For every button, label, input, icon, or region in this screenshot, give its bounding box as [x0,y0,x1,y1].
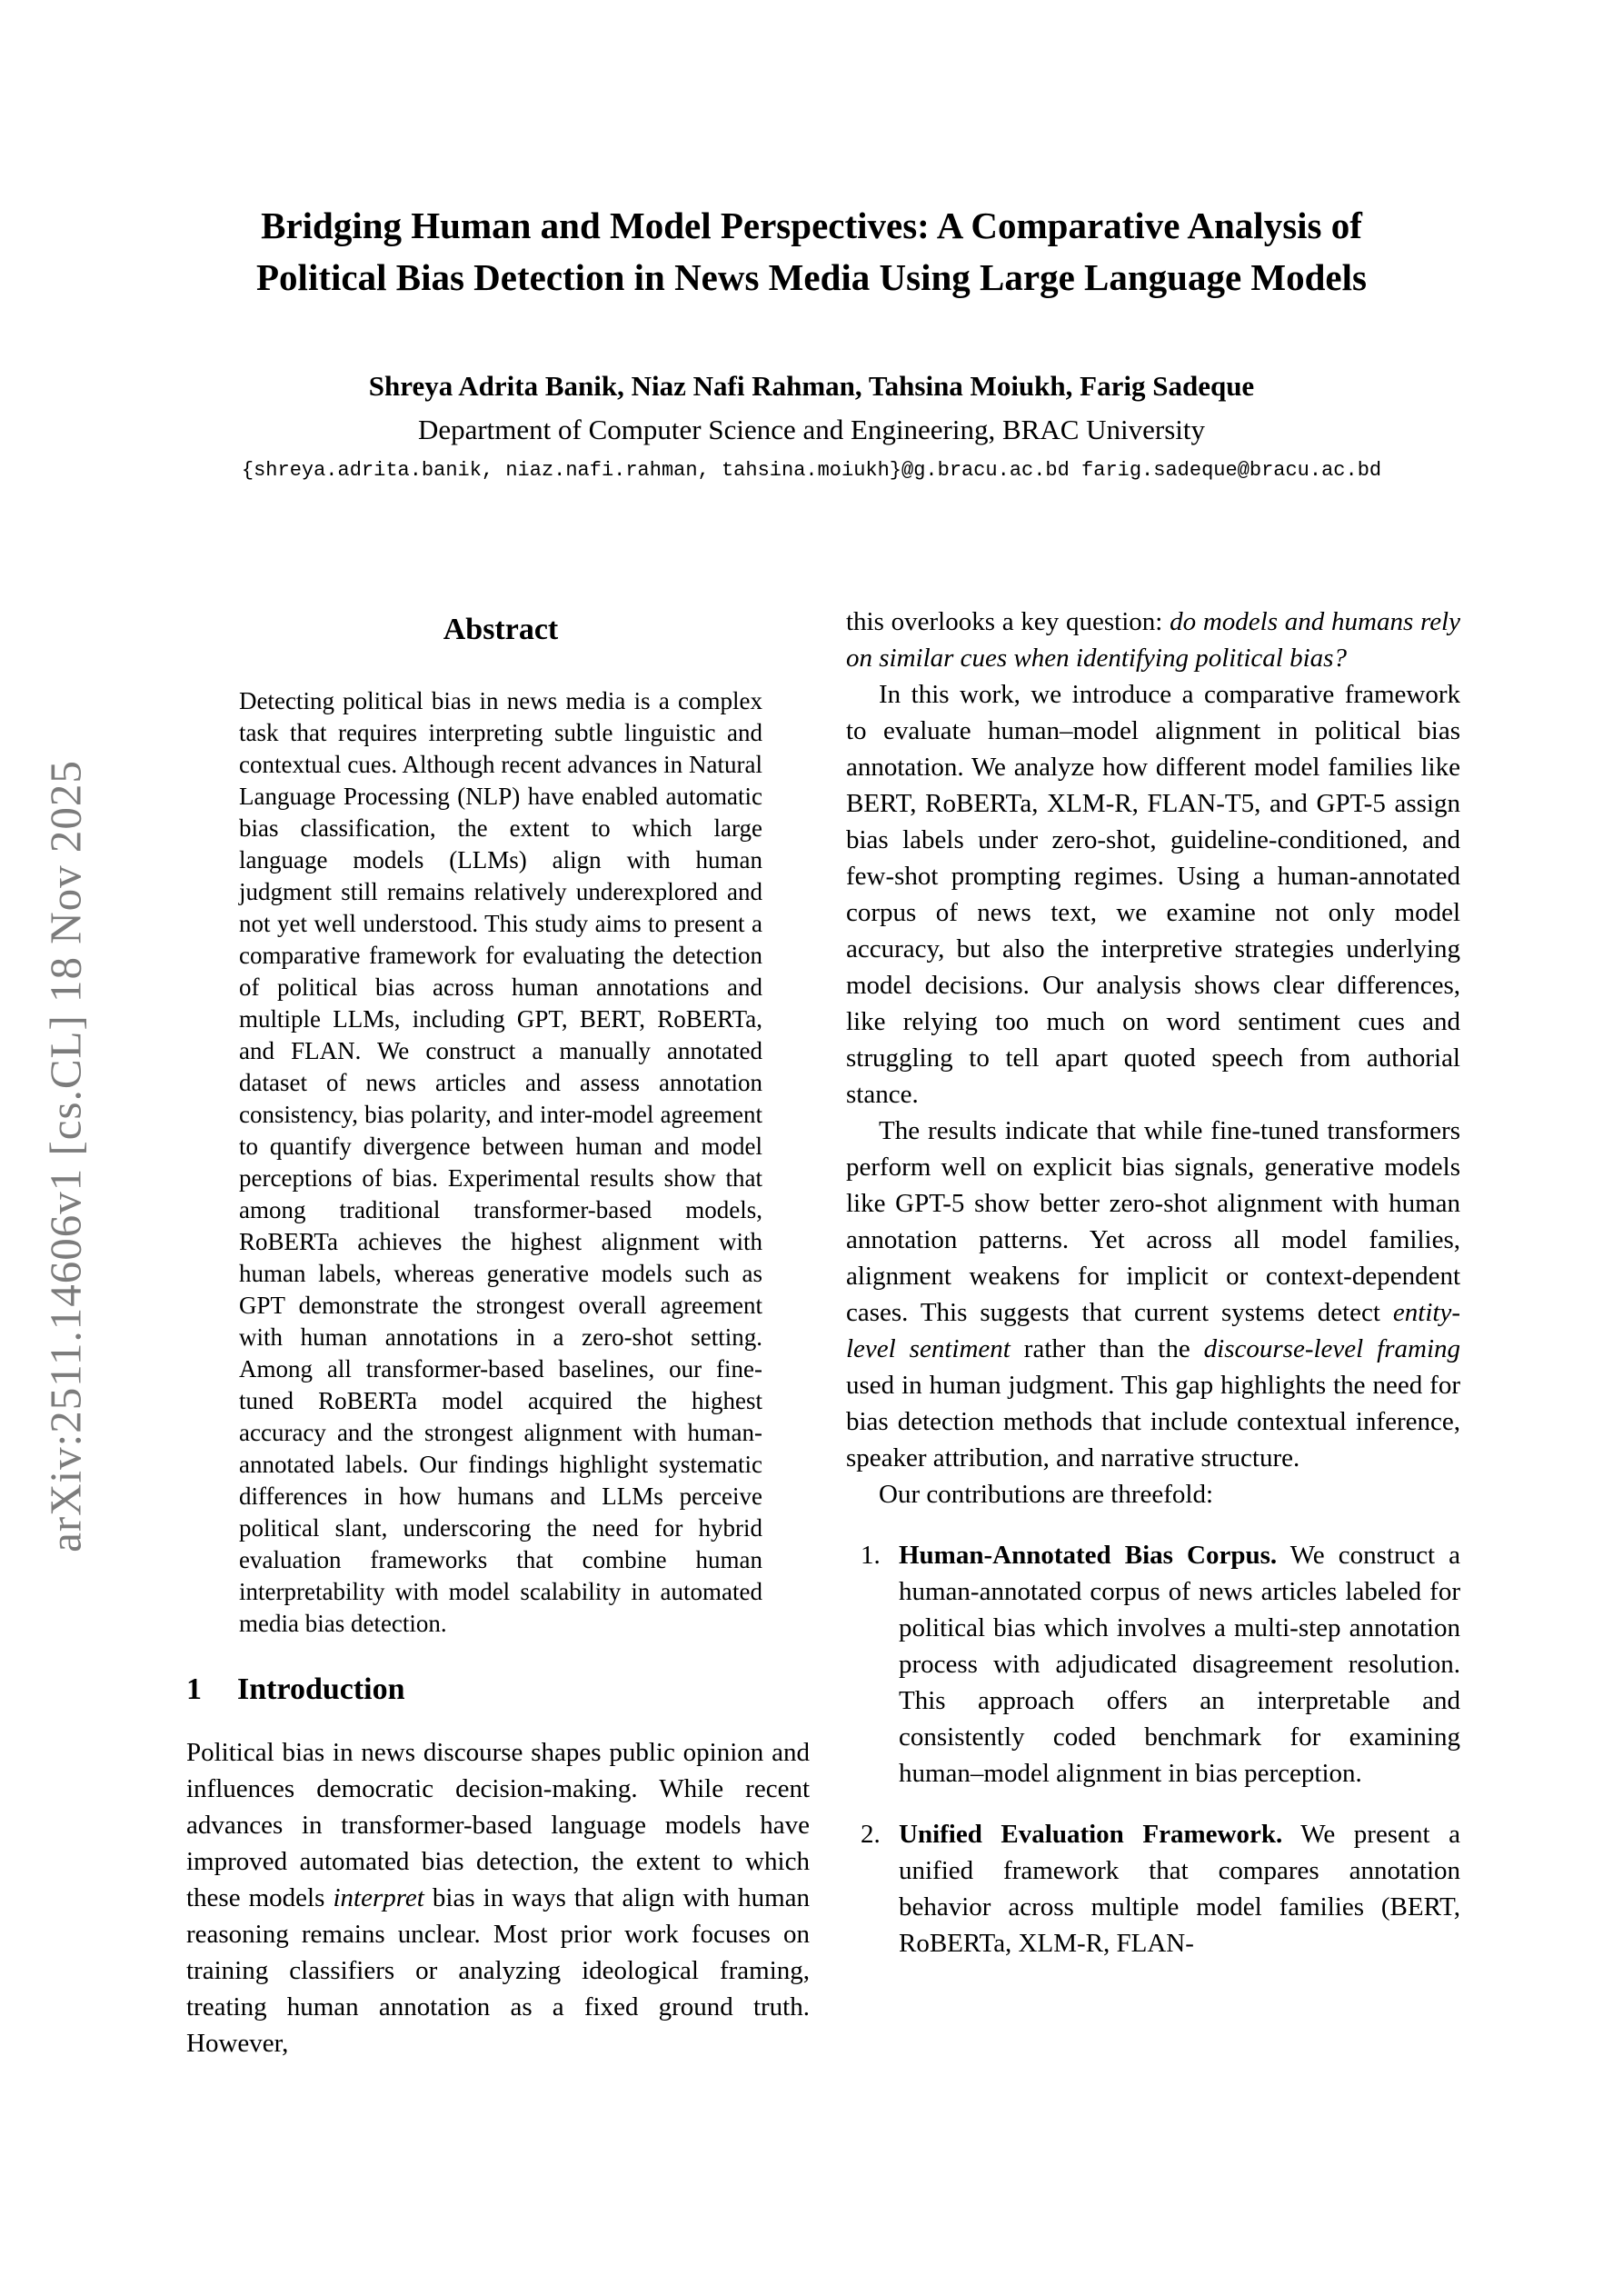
paragraph-results-text: The results indicate that while fine-tuned transformers perform well on explicit bias signals, generative models like GPT-5 show better zero-shot alignment with human annotation patterns. Yet across all model families, alignment weakens for implicit or context-dependent cases. This suggests that current systems detect [846,1116,1460,1327]
contribution-title-1: Human-Annotated Bias Corpus. [899,1541,1278,1570]
contribution-title-2: Unified Evaluation Framework. [899,1820,1283,1849]
paragraph-key-question [846,604,1460,676]
paragraph-key-question-text: this overlooks a key question: [846,607,1170,636]
italic-interpret: interpret [333,1883,424,1912]
contribution-item-1 [846,1537,1460,1792]
abstract-section [186,613,810,1640]
italic-research-question: do models and humans rely on similar cues when identifying political bias? [846,607,1460,673]
affiliation-line: Department of Computer Science and Engineering, BRAC University [417,414,1206,445]
paper-title [0,200,1623,304]
contribution-text-1: We construct a human-annotated corpus of news articles labeled for political bias which involves a multi-step annotation process with adjudicated disagreement resolution. This approach offers an interpretable and consistently coded benchmark for examining human–model alignment in bias perception. [899,1541,1461,1788]
intro-paragraph [186,1734,810,2061]
title-line-2: Political Bias Detection in News Media Using Large Language Models [256,256,1367,298]
abstract-text: Detecting political bias in news media is a complex task that requires interpreting subtle linguistic and contextual cues. Although recent advances in Natural Language Processing (NLP) have enabled automatic bias classification, the extent to which large language models (LLMs) align with human judgment still remains relatively underexplored and not yet well understood. This study aims to present a comparative framework for evaluating the detection of political bias across human annotations and multiple LLMs, including GPT, BERT, RoBERTa, and FLAN. We construct a manually annotated dataset of news articles and assess annotation consistency, bias polarity, and inter-model agreement to quantify divergence between human and model perceptions of bias. Experimental results show that among traditional transformer-based models, RoBERTa achieves the highest alignment with human labels, whereas generative models such as GPT demonstrate the strongest overall agreement with human annotations in a zero-shot setting. Among all transformer-based baselines, our fine-tuned RoBERTa model acquired the highest accuracy and the strongest alignment with human-annotated labels. Our findings highlight systematic differences in how humans and LLMs perceive political slant, underscoring the need for hybrid evaluation frameworks that combine human interpretability with model scalability in automated media bias detection. [239,687,762,1637]
abstract-heading: Abstract [443,613,559,646]
arxiv-watermark: arXiv:2511.14606v1 [cs.CL] 18 Nov 2025 [40,760,91,1552]
authors-line: Shreya Adrita Banik, Niaz Nafi Rahman, Tahsina Moiukh, Farig Sadeque [368,370,1255,402]
emails-line: {shreya.adrita.banik, niaz.nafi.rahman, tahsina.moiukh}@g.bracu.ac.bd farig.sadeque@bracu.ac.bd [241,459,1382,482]
title-line-1: Bridging Human and Model Perspectives: A Comparative Analysis of [261,205,1362,246]
paragraph-framework: In this work, we introduce a comparative framework to evaluate human–model alignment in political bias annotation. We analyze how different model families like BERT, RoBERTa, XLM-R, FLAN-T5, and GPT-5 assign bias labels under zero-shot, guideline-conditioned, and few-shot prompting regimes. Using a human-annotated corpus of news text, we examine not only model accuracy, but also the interpretive strategies underlying model decisions. Our analysis shows clear differences, like relying too much on word sentiment cues and struggling to tell apart quoted speech from authorial stance. [846,680,1460,1109]
contribution-item-2 [846,1816,1460,1962]
list-number-1: 1. [861,1541,881,1570]
paragraph-results-text-end: used in human judgment. This gap highlights the need for bias detection methods that include contextual inference, speaker attribution, and narrative structure. [846,1371,1460,1472]
paragraph-contributions-lead: Our contributions are threefold: [879,1480,1214,1509]
intro-section-heading [186,1672,810,1707]
contribution-text-2: We present a unified framework that compares annotation behavior across multiple model families (BERT, RoBERTa, XLM-R, FLAN- [899,1820,1460,1958]
intro-paragraph-text-cont: bias in ways that align with human reasoning remains unclear. Most prior work focuses on training classifiers or analyzing ideological framing, treating human annotation as a fixed ground truth. However, [186,1883,810,2058]
right-column [846,604,1460,1962]
italic-entity-level-sentiment: entity-level sentiment [846,1298,1460,1363]
left-column [186,604,810,2061]
paragraph-results [846,1113,1460,1476]
contributions-list [846,1537,1460,1962]
section-number: 1 [186,1672,202,1706]
paragraph-results-text-mid: rather than the [1010,1334,1204,1363]
intro-paragraph-text: Political bias in news discourse shapes public opinion and influences democratic decision-making. While recent advances in transformer-based language models have improved automated bias detection, the extent to which these models [186,1738,810,1912]
italic-discourse-level-framing: discourse-level framing [1203,1334,1461,1363]
section-title: Introduction [237,1672,405,1706]
list-number-2: 2. [861,1820,881,1849]
